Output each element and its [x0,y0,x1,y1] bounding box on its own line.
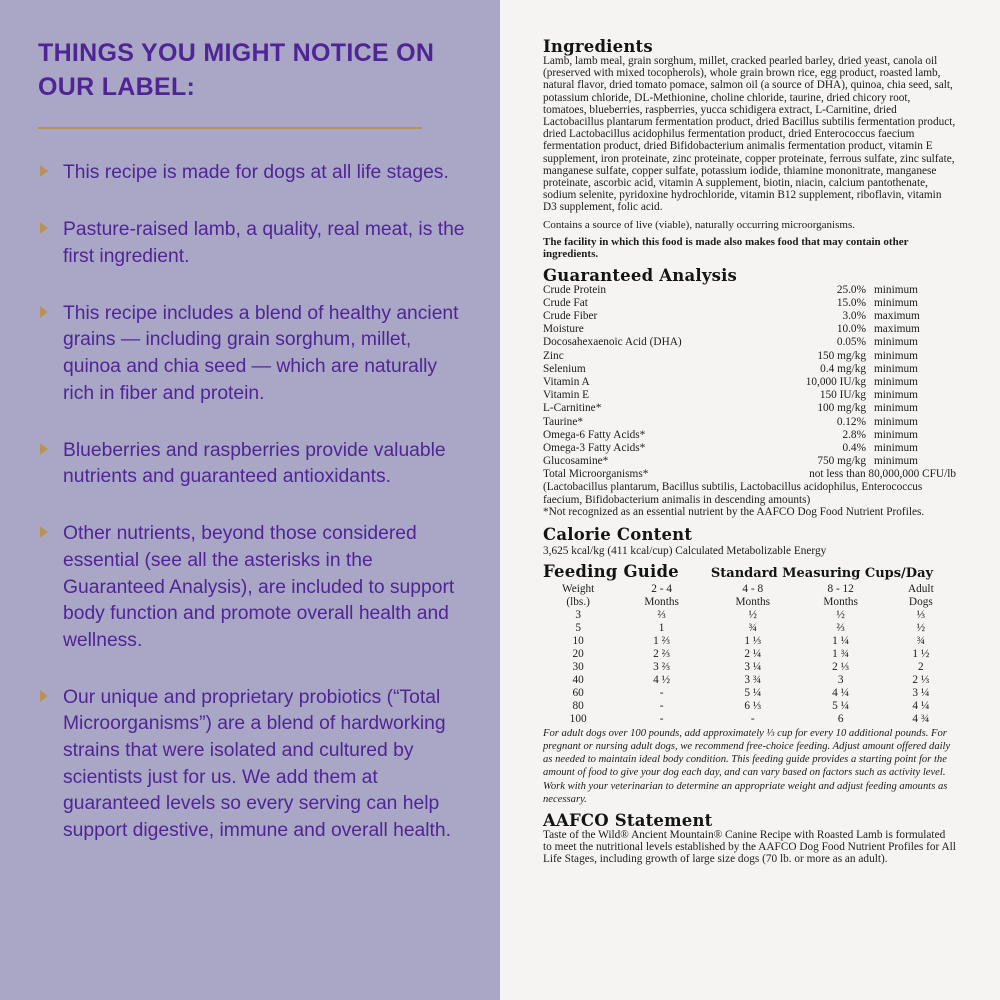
feeding-cell: 3 ¾ [744,674,762,687]
analysis-qual: minimum [874,389,918,402]
analysis-row [543,416,956,429]
feeding-header-line: Months [644,596,679,609]
triangle-bullet-icon [40,306,48,318]
highlight-text: Our unique and proprietary probiotics (“Total Microorganisms”) are a blend of hardworking strains that were isolated and cultured by scientists just for us. We add them at guaranteed levels so every serving can help support digestive, immune and overall health. [63,686,451,841]
feeding-cell: 3 ⅔ [653,661,671,674]
analysis-name: Moisture [543,323,584,336]
feeding-header-row [543,583,956,609]
analysis-row [543,389,956,402]
analysis-row [543,310,956,323]
feeding-header-line: (lbs.) [566,596,590,609]
gold-divider [38,127,422,129]
aafco-title: AAFCO Statement [543,810,713,830]
analysis-name: Vitamin A [543,376,590,389]
highlight-text: Pasture-raised lamb, a quality, real meat, is the first ingredient. [63,219,465,267]
feeding-cell: 4 ¾ [912,713,930,726]
feeding-column-header [543,583,613,609]
feeding-cell: 20 [572,648,584,661]
ingredients-section [543,38,956,260]
feeding-header-line: 2 - 4 [651,583,672,596]
calorie-section [543,526,956,557]
analysis-row [543,429,956,442]
feeding-cell: 4 ¼ [912,700,930,713]
microorganism-note: Contains a source of live (viable), naturally occurring microorganisms. [543,218,855,231]
analysis-name: Crude Fiber [543,310,598,323]
feeding-row [543,713,956,726]
triangle-bullet-icon [40,222,48,234]
feeding-cell: - [659,700,664,713]
analysis-qual: minimum [874,402,918,415]
feeding-cell: ½ [916,622,926,635]
feeding-cell: - [659,713,664,726]
analysis-value: 750 mg/kg [817,455,866,468]
feeding-cell: ½ [748,609,758,622]
analysis-qual: minimum [874,336,918,349]
feeding-cell: 4 ½ [653,674,671,687]
feeding-cell: 1 [658,622,665,635]
analysis-row [543,442,956,455]
analysis-qual: minimum [874,283,918,296]
ingredients-text: Lamb, lamb meal, grain sorghum, millet, cracked pearled barley, dried yeast, canola oil (preserved with mixed tocopherols), whole grain brown rice, egg product, roasted lamb, natural flavor, dried tomato pomace, salmon oil (a source of DHA), quinoa, chia seed, salt, potassium chloride, DL-Methionine, choline chloride, taurine, dried chicory root, tomatoes, blueberries, raspberries, yucca schidigera extract, L-Carnitine, dried Lactobacillus plantarum fermentation product, dried Bacillus subtilis fermentation product, dried Lactobacillus acidophilus fermentation product, dried Enterococcus faecium fermentation product, dried Bifidobacterium animalis fermentation product, vitamin E supplement, iron proteinate, zinc proteinate, copper proteinate, ferrous sulfate, zinc sulfate, manganese sulfate, copper sulfate, potassium iodide, thiamine mononitrate, manganese proteinate, ascorbic acid, vitamin A supplement, biotin, niacin, calcium pantothenate, sodium selenite, pyridoxine hydrochloride, vitamin B12 supplement, riboflavin, vitamin D3 supplement, folic acid. [543,55,956,214]
feeding-cell: 80 [572,700,584,713]
analysis-value: 150 IU/kg [819,389,866,402]
feeding-title: Feeding Guide [543,562,679,582]
analysis-qual: maximum [874,310,920,323]
analysis-value: 100 mg/kg [817,402,866,415]
feeding-cell: ⅔ [657,609,666,622]
feeding-cell: 3 [575,609,581,622]
highlight-item [38,438,472,491]
triangle-bullet-icon [40,526,48,538]
feeding-row [543,687,956,700]
analysis-name: Selenium [543,362,586,375]
feeding-column-header [710,583,796,609]
analysis-qual: maximum [874,323,920,336]
feeding-cell: 6 [837,713,844,726]
feeding-row [543,609,956,622]
feeding-cell: ½ [836,609,845,622]
feeding-cell: 3 [837,674,844,687]
feeding-header-line: 8 - 12 [827,583,854,596]
feeding-row [543,674,956,687]
feeding-cell: ⅔ [836,622,845,635]
analysis-value: 10.0% [836,323,866,336]
feeding-cell: 2 ⅓ [832,661,850,674]
feeding-row [543,661,956,674]
feeding-cell: 40 [572,674,584,687]
analysis-footnote: *Not recognized as an essential nutrient by the AAFCO Dog Food Nutrient Profiles. [543,506,925,519]
feeding-cell: - [750,713,755,726]
feeding-cell: 5 ¼ [832,700,850,713]
analysis-table [543,284,956,469]
feeding-column-header [796,583,886,609]
analysis-value: 2.8% [842,428,866,441]
feeding-subtitle: Standard Measuring Cups/Day [710,566,934,582]
feeding-cell: 5 ¼ [744,687,762,700]
highlight-item [38,685,472,845]
analysis-value: 0.4% [842,442,866,455]
microorganisms-detail: (Lactobacillus plantarum, Bacillus subtilis, Lactobacillus acidophilus, Enterococcus faecium, Bifidobacterium animalis in descending amounts) [543,481,923,506]
feeding-table [543,583,956,726]
analysis-value: 0.05% [836,336,866,349]
feeding-cell: 3 ¼ [744,661,762,674]
feeding-header-line: 4 - 8 [742,583,764,596]
feeding-note: For adult dogs over 100 pounds, add approximately ⅓ cup for every 10 additional pounds. For pregnant or nursing adult dogs, we recommend free-choice feeding. Adjust amount offered daily as needed to maintain ideal body condition. This feeding guide provides a starting point for the amount of food to give your dog each day, and can vary based on factors such as activity level. Work with your veterinarian to determine an appropriate weight and adjust feeding amounts as necessary. [543,728,951,805]
analysis-title: Guaranteed Analysis [543,265,738,285]
analysis-row [543,336,956,349]
feeding-header-line: Weight [561,583,595,596]
feeding-row [543,648,956,661]
calorie-text: 3,625 kcal/kg (411 kcal/cup) Calculated Metabolizable Energy [543,544,827,557]
feeding-cell: ¾ [748,622,758,635]
feeding-row [543,700,956,713]
analysis-row [543,284,956,297]
triangle-bullet-icon [40,690,48,702]
analysis-name: L-Carnitine* [543,402,602,415]
feeding-row [543,622,956,635]
analysis-value: 25.0% [836,283,866,296]
aafco-section [543,812,956,866]
feeding-cell: 1 ¾ [832,648,850,661]
analysis-name: Crude Fat [543,296,588,309]
feeding-cell: 2 ⅓ [912,674,930,687]
feeding-column-header [886,583,956,609]
analysis-row [543,363,956,376]
analysis-qual: minimum [874,349,918,362]
feeding-cell: 30 [572,661,584,674]
label-panel [500,0,1000,1000]
highlight-text: Other nutrients, beyond those considered essential (see all the asterisks in the Guaranteed Analysis), are included to support body function and promote overall health and wellness. [63,523,455,651]
analysis-value: 0.4 mg/kg [820,362,866,375]
analysis-value: 0.12% [836,415,866,428]
feeding-cell: ¾ [916,635,926,648]
feeding-cell: 1 ⅓ [744,635,762,648]
analysis-value: 150 mg/kg [817,349,866,362]
triangle-bullet-icon [40,165,48,177]
analysis-name: Taurine* [543,415,583,428]
analysis-row [543,376,956,389]
microorganisms-name: Total Microorganisms* [543,468,649,481]
analysis-name: Crude Protein [543,283,607,296]
analysis-value: 3.0% [842,310,866,323]
analysis-qual: minimum [874,428,918,441]
highlight-item [38,217,472,270]
feeding-cell: 1 ⅔ [653,635,671,648]
feeding-header-line: Adult [907,583,934,596]
microorganisms-value: not less than 80,000,000 CFU/lb [809,468,956,481]
analysis-name: Vitamin E [543,389,590,402]
analysis-qual: minimum [874,362,918,375]
highlight-text: This recipe includes a blend of healthy ancient grains — including grain sorghum, millet, quinoa and chia seed — which are naturally rich in fiber and protein. [63,302,459,404]
analysis-qual: minimum [874,455,918,468]
analysis-qual: minimum [874,415,918,428]
feeding-cell: - [659,687,664,700]
analysis-qual: minimum [874,442,918,455]
triangle-bullet-icon [40,443,48,455]
feeding-column-header [613,583,710,609]
feeding-row [543,635,956,648]
feeding-header-line: Months [735,596,771,609]
highlight-text: This recipe is made for dogs at all life stages. [63,162,449,183]
feeding-cell: ⅓ [916,609,926,622]
analysis-row [543,402,956,415]
highlight-item [38,301,472,407]
feeding-cell: 100 [569,713,587,726]
microorganisms-row [543,468,956,481]
analysis-row [543,350,956,363]
highlight-item [38,521,472,654]
analysis-value: 15.0% [836,296,866,309]
analysis-qual: minimum [874,296,918,309]
feeding-cell: 3 ¼ [912,687,930,700]
feeding-cell: 5 [575,622,581,635]
feeding-cell: 2 ¼ [744,648,762,661]
facility-note: The facility in which this food is made also makes food that may contain other ingredients. [543,235,909,260]
feeding-header-line: Months [823,596,858,609]
analysis-row [543,297,956,310]
guaranteed-analysis-section [543,267,956,519]
left-title: THINGS YOU MIGHT NOTICE ON OUR LABEL: [38,39,435,101]
highlights-list [38,160,472,844]
analysis-name: Omega-3 Fatty Acids* [543,442,646,455]
calorie-title: Calorie Content [543,524,693,544]
analysis-name: Zinc [543,349,564,362]
feeding-cell: 2 [918,661,924,674]
highlight-item [38,160,472,187]
feeding-header-line: Dogs [908,596,933,609]
feeding-cell: 60 [572,687,584,700]
analysis-value: 10,000 IU/kg [805,376,866,389]
ingredients-title: Ingredients [543,37,653,56]
feeding-cell: 1 ¼ [832,635,850,648]
feeding-guide-section [543,563,956,806]
analysis-row [543,323,956,336]
feeding-cell: 2 ⅔ [653,648,671,661]
feeding-cell: 1 ½ [912,648,930,661]
analysis-qual: minimum [874,376,918,389]
feeding-cell: 4 ¼ [832,687,850,700]
analysis-name: Docosahexaenoic Acid (DHA) [543,336,682,349]
analysis-name: Omega-6 Fatty Acids* [543,428,646,441]
aafco-text: Taste of the Wild® Ancient Mountain® Canine Recipe with Roasted Lamb is formulated to meet the nutritional levels established by the AAFCO Dog Food Nutrient Profiles for All Life Stages, including growth of large size dogs (70 lb. or more as an adult). [543,828,956,866]
analysis-name: Glucosamine* [543,455,609,468]
feeding-cell: 6 ⅓ [744,700,762,713]
feeding-cell: 10 [572,635,584,648]
analysis-row [543,455,956,468]
highlight-text: Blueberries and raspberries provide valuable nutrients and guaranteed antioxidants. [63,439,446,488]
